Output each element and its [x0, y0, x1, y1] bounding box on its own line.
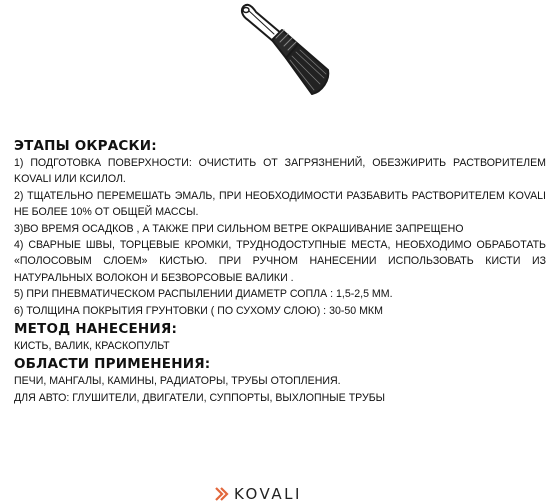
method-heading: МЕТОД НАНЕСЕНИЯ:: [14, 321, 178, 338]
areas-line-2: ДЛЯ АВТО: ГЛУШИТЕЛИ, ДВИГАТЕЛИ, СУППОРТЫ, ВЫХЛОПНЫЕ ТРУБЫ: [14, 391, 386, 404]
areas-heading: ОБЛАСТИ ПРИМЕНЕНИЯ:: [14, 356, 211, 373]
stage-item-3: 3)ВО ВРЕМЯ ОСАДКОВ , А ТАКЖЕ ПРИ СИЛЬНОМ ВЕТРЕ ОКРАШИВАНИЕ ЗАПРЕЩЕНО: [14, 222, 464, 235]
stage-item-1: 1) ПОДГОТОВКА ПОВЕРХНОСТИ: ОЧИСТИТЬ ОТ ЗАГРЯЗНЕНИЙ, ОБЕЗЖИРИТЬ РАСТВОРИТЕЛЕМ KOVALI ИЛИ КСИЛОЛ.: [14, 157, 546, 186]
stage-item-4: 4) СВАРНЫЕ ШВЫ, ТОРЦЕВЫЕ КРОМКИ, ТРУДНОДОСТУПНЫЕ МЕСТА, НЕОБХОДИМО ОБРАБОТАТЬ «ПОЛОСОВЫМ СЛОЕМ» КИСТЬЮ. ПРИ РУЧНОМ НАНЕСЕНИИ ИСПОЛЬЗОВАТЬ КИСТИ ИЗ НАТУРАЛЬНЫХ ВОЛОКОН И БЕЗВОРСОВЫЕ ВАЛИКИ .: [14, 239, 546, 284]
method-text: КИСТЬ, ВАЛИК, КРАСКОПУЛЬТ: [14, 340, 170, 353]
brand-name: KOVALI: [234, 485, 302, 503]
areas-line-1: ПЕЧИ, МАНГАЛЫ, КАМИНЫ, РАДИАТОРЫ, ТРУБЫ ОТОПЛЕНИЯ.: [14, 375, 341, 388]
stage-item-2: 2) ТЩАТЕЛЬНО ПЕРЕМЕШАТЬ ЭМАЛЬ, ПРИ НЕОБХОДИМОСТИ РАЗБАВИТЬ РАСТВОРИТЕЛЕМ KOVALI НЕ БОЛЕЕ 10% ОТ ОБЩЕЙ МАССЫ.: [14, 189, 546, 219]
stage-item-5: 5) ПРИ ПНЕВМАТИЧЕСКОМ РАСПЫЛЕНИИ ДИАМЕТР СОПЛА : 1,5-2,5 ММ.: [14, 288, 393, 301]
stages-heading: ЭТАПЫ ОКРАСКИ:: [14, 138, 157, 154]
stage-item-6: 6) ТОЛЩИНА ПОКРЫТИЯ ГРУНТОВКИ ( ПО СУХОМУ СЛОЮ) : 30-50 МКМ: [14, 304, 383, 317]
brand-logo: [214, 486, 302, 502]
kovali-logo-mark-icon: [214, 486, 230, 502]
paint-brush-icon: [222, 0, 342, 104]
instructions-block: [14, 137, 546, 406]
